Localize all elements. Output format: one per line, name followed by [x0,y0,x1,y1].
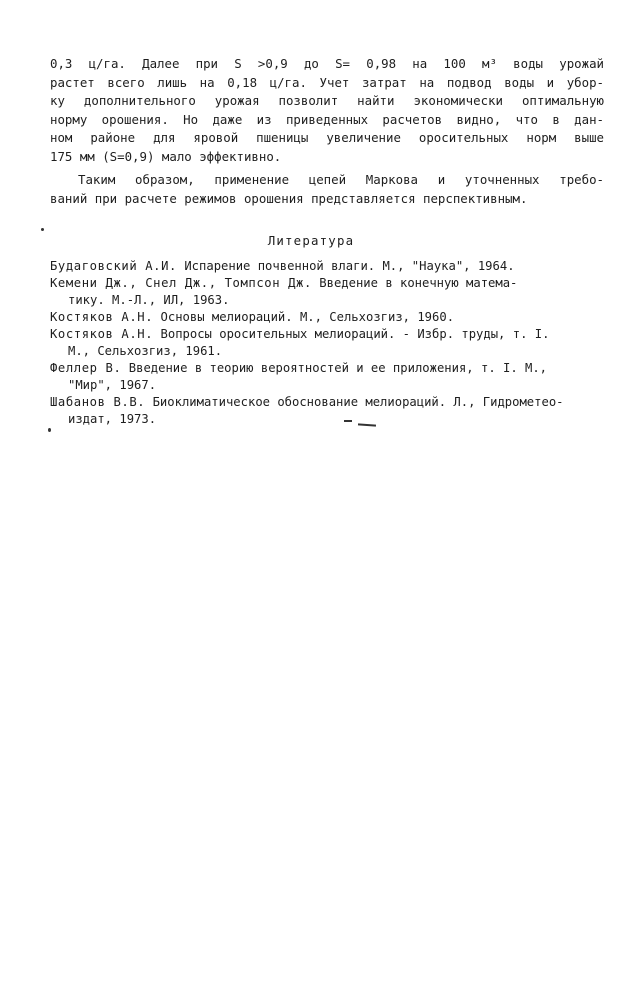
text-line: Таким образом, применение цепей Маркова и уточненных требо- [78,172,604,187]
reference-author: Феллер В. [50,361,122,375]
reference-list [50,258,610,428]
text-line: ку дополнительного урожая позволит найти экономически оптимальную [50,93,604,108]
reference-text: Биоклиматическое обоснование мелиораций. Л., Гидрометео- [152,395,564,409]
reference-text: М., Сельхозгиз, 1961. [68,344,223,358]
body-paragraph-2 [50,171,604,208]
reference-text: тику. М.-Л., ИЛ, 1963. [68,293,230,307]
reference-text: издат, 1973. [68,412,157,426]
text-line: растет всего лишь на 0,18 ц/га. Учет затрат на подвод воды и убор- [50,74,604,90]
reference-item [50,275,610,309]
text-line: ваний при расчете режимов орошения представляется перспективным. [50,190,528,206]
reference-text: Испарение почвенной влаги. М., "Наука", 1964. [184,259,515,273]
reference-author: Костяков А.Н. [50,327,154,341]
reference-text: Введение в теорию вероятностей и ее приложения, т. I. М., [128,361,548,375]
body-paragraph-1 [50,55,604,166]
text-line: 0,3 ц/га. Далее при S >0,9 до S= 0,98 на 100 м³ воды урожай [50,56,604,71]
reference-author: Шабанов В.В. [50,395,146,409]
reference-item [50,326,610,360]
text-line: норму орошения. Но даже из приведенных расчетов видно, что в дан- [50,111,604,127]
ink-dash [344,420,352,422]
text-line: ном районе для яровой пшеницы увеличение оросительных норм выше [50,130,604,145]
reference-item [50,360,610,394]
reference-author: Кемени Дж., Снел Дж., Томпсон Дж. [50,276,312,290]
reference-text: "Мир", 1967. [68,378,157,392]
reference-item [50,258,610,275]
text-line: 175 мм (S=0,9) мало эффективно. [50,148,282,164]
references-heading: Литература [267,233,355,248]
reference-item [50,394,610,428]
reference-text: Введение в конечную матема- [319,276,518,290]
reference-author: Костяков А.Н. [50,310,154,324]
reference-text: Основы мелиораций. М., Сельхозгиз, 1960. [160,310,455,324]
reference-item [50,309,610,326]
ink-dot [48,428,51,432]
ink-dot [41,228,44,231]
reference-text: Вопросы оросительных мелиораций. - Избр. труды, т. I. [160,327,550,341]
reference-author: Будаговский А.И. [50,259,177,273]
